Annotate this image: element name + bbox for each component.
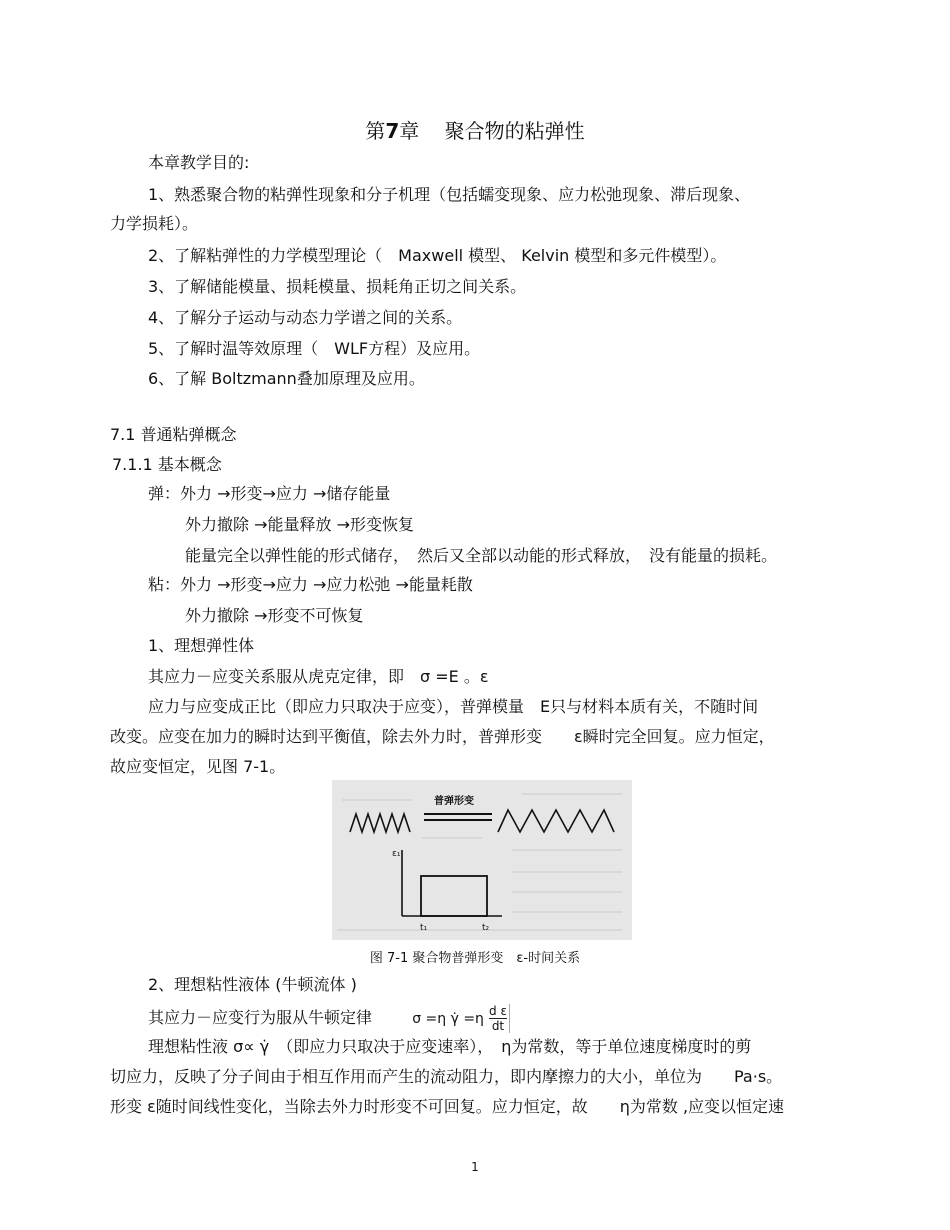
chapter-number: 7 [385, 119, 400, 143]
fraction-denominator: dt [491, 1019, 505, 1033]
hooke-law: 其应力－应变关系服从虎克定律，即 σ =E 。ε [148, 667, 489, 686]
figure-axis-y: ε₁ [392, 849, 401, 859]
elastic-line-2: 外力撤除 →能量释放 →形变恢复 [185, 515, 414, 534]
chapter-title-text: 聚合物的粘弹性 [444, 119, 585, 143]
paragraph-1-line-a: 应力与应变成正比（即应力只取决于应变），普弹模量 E只与材料本质有关，不随时间 [148, 697, 759, 716]
figure-7-1-caption: 图 7-1 聚合物普弹形变 ε-时间关系 [369, 951, 581, 966]
goal-4: 4、了解分子运动与动态力学谱之间的关系。 [148, 308, 463, 327]
chapter-title [0, 118, 950, 144]
figure-label-top: 普弹形变 [434, 796, 474, 807]
figure-7-1-drawing [332, 780, 632, 940]
figure-t1: t₁ [420, 923, 428, 933]
paragraph-2-line-a: 理想粘性液 σ∝ γ̇ （即应力只取决于应变速率）， η为常数，等于单位速度梯度时的剪 [148, 1037, 752, 1056]
figure-t2: t₂ [482, 923, 490, 933]
newton-law [148, 1004, 510, 1033]
goal-1-line-a: 1、熟悉聚合物的粘弹性现象和分子机理（包括蠕变现象、应力松弛现象、滞后现象、 [148, 185, 751, 204]
viscous-line-2: 外力撤除 →形变不可恢复 [185, 606, 364, 625]
goal-3: 3、了解储能模量、损耗模量、损耗角正切之间关系。 [148, 277, 527, 296]
goal-6: 6、了解 Boltzmann叠加原理及应用。 [148, 369, 425, 388]
ideal-elastic-heading: 1、理想弹性体 [148, 636, 255, 655]
page-number: 1 [471, 1160, 479, 1174]
newton-formula: σ =η γ̇ =η [412, 1011, 484, 1027]
newton-law-prefix: 其应力－应变行为服从牛顿定律 [148, 1008, 373, 1027]
goal-1-line-b: 力学损耗）。 [110, 214, 199, 233]
figure-7-1 [332, 780, 632, 940]
viscous-line-1: 粘：外力 →形变→应力 →应力松弛 →能量耗散 [148, 575, 473, 594]
goal-5: 5、了解时温等效原理（ WLF方程）及应用。 [148, 339, 481, 358]
goals-heading: 本章教学目的: [148, 153, 250, 172]
chapter-suffix: 章 [399, 119, 420, 143]
strain-rate-fraction [489, 1004, 510, 1033]
paragraph-2-line-c: 形变 ε随时间线性变化，当除去外力时形变不可回复。应力恒定，故 η为常数 ,应变以恒定速 [110, 1097, 785, 1116]
section-7-1-1: 7.1.1 基本概念 [112, 455, 222, 474]
section-7-1: 7.1 普通粘弹概念 [110, 425, 237, 444]
fraction-numerator: d ε [489, 1004, 507, 1018]
elastic-line-1: 弹：外力 →形变→应力 →储存能量 [148, 484, 391, 503]
chapter-prefix: 第 [365, 119, 386, 143]
paragraph-2-line-b: 切应力，反映了分子间由于相互作用而产生的流动阻力，即内摩擦力的大小，单位为 Pa·s。 [110, 1067, 783, 1086]
paragraph-1-line-b: 改变。应变在加力的瞬时达到平衡值，除去外力时，普弹形变 ε瞬时完全回复。应力恒定， [110, 727, 775, 746]
goal-2: 2、了解粘弹性的力学模型理论（ Maxwell 模型、 Kelvin 模型和多元件模型）。 [148, 246, 727, 265]
paragraph-1-line-c: 故应变恒定，见图 7-1。 [110, 757, 286, 776]
elastic-line-3: 能量完全以弹性能的形式储存， 然后又全部以动能的形式释放， 没有能量的损耗。 [185, 546, 778, 565]
ideal-viscous-heading: 2、理想粘性液体 (牛顿流体 ) [148, 975, 357, 994]
